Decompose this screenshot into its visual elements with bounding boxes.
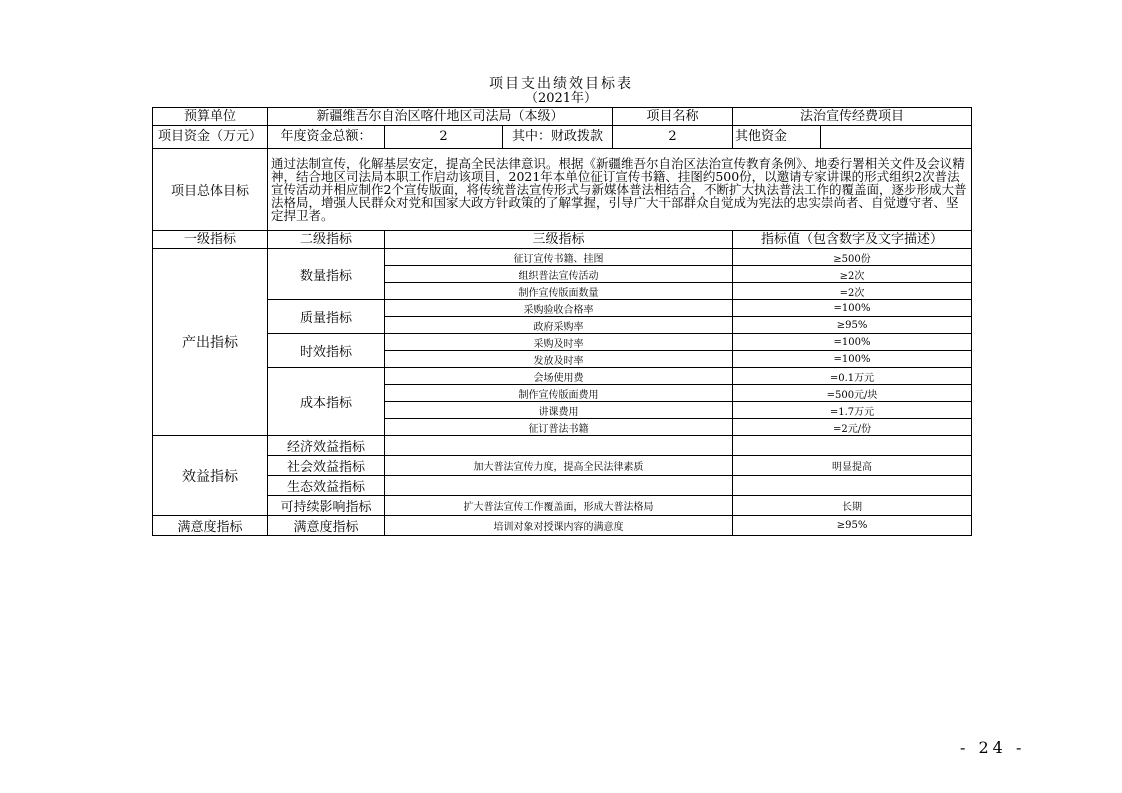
funds-row	[153, 126, 972, 149]
annual-total-label: 年度资金总额：	[268, 126, 385, 149]
table-row	[153, 456, 972, 476]
document-year: （2021年）	[524, 91, 598, 106]
satisfaction-indicator-label: 满意度指标	[153, 516, 268, 536]
table-row	[153, 476, 972, 496]
indicator-value: =2次	[733, 283, 972, 300]
indicator-name: 征订宣传书籍、挂图	[385, 249, 733, 266]
indicator-name	[385, 436, 733, 456]
indicator-name: 讲课费用	[385, 402, 733, 419]
project-name-value: 法治宣传经费项目	[733, 108, 972, 126]
table-row	[153, 436, 972, 456]
table-row	[153, 368, 972, 385]
timeliness-indicator-label: 时效指标	[268, 334, 385, 368]
ecological-benefit-label: 生态效益指标	[268, 476, 385, 496]
goal-row	[153, 149, 972, 231]
header-level1: 一级指标	[153, 231, 268, 249]
header-level3: 三级指标	[385, 231, 733, 249]
indicator-header-row	[153, 231, 972, 249]
other-funds-value	[821, 126, 972, 149]
budget-unit-row	[153, 108, 972, 126]
indicator-name: 制作宣传版面费用	[385, 385, 733, 402]
economic-benefit-label: 经济效益指标	[268, 436, 385, 456]
benefit-indicator-label: 效益指标	[153, 436, 268, 516]
indicator-value: =0.1万元	[733, 368, 972, 385]
indicator-name: 征订普法书籍	[385, 419, 733, 436]
sustainable-impact-label: 可持续影响指标	[268, 496, 385, 516]
indicator-name: 扩大普法宣传工作覆盖面，形成大普法格局	[385, 496, 733, 516]
satisfaction-sub-label: 满意度指标	[268, 516, 385, 536]
table-row	[153, 496, 972, 516]
page-number: - 24 -	[960, 738, 1026, 757]
indicator-name	[385, 476, 733, 496]
table-row	[153, 334, 972, 351]
header-value: 指标值（包含数字及文字描述）	[733, 231, 972, 249]
goal-text: 通过法制宣传，化解基层安定，提高全民法律意识。根据《新疆维吾尔自治区法治宣传教育条例》、地委行署相关文件及会议精神，结合地区司法局本职工作启动该项目，2021年本单位征订宣传书籍、挂图约500份，以邀请专家讲课的形式组织2次普法宣传活动并相应制作2个宣传版面，将传统普法宣传形式与新媒体普法相结合，不断扩大执法普法工作的覆盖面，逐步形成大普法格局，增强人民群众对党和国家大政方针政策的了解掌握，引导广大干部群众自觉成为宪法的忠实崇尚者、自觉遵守者、坚定捍卫者。	[268, 149, 972, 231]
project-name-label: 项目名称	[613, 108, 733, 126]
table-row	[153, 516, 972, 536]
indicator-name: 制作宣传版面数量	[385, 283, 733, 300]
indicator-value: ≥95%	[733, 516, 972, 536]
table-row	[153, 249, 972, 266]
table-row	[153, 300, 972, 317]
indicator-value: ≥95%	[733, 317, 972, 334]
indicator-value: =100%	[733, 334, 972, 351]
fiscal-label: 其中：财政拨款	[503, 126, 613, 149]
indicator-name: 采购及时率	[385, 334, 733, 351]
performance-table	[152, 107, 972, 536]
document-title: 项目支出绩效目标表	[489, 76, 633, 92]
output-indicator-label: 产出指标	[153, 249, 268, 436]
social-benefit-label: 社会效益指标	[268, 456, 385, 476]
indicator-value: 明显提高	[733, 456, 972, 476]
indicator-value: ≥2次	[733, 266, 972, 283]
annual-total-value: 2	[385, 126, 503, 149]
indicator-value: =2元/份	[733, 419, 972, 436]
indicator-value: ≥500份	[733, 249, 972, 266]
indicator-name: 发放及时率	[385, 351, 733, 368]
indicator-name: 加大普法宣传力度，提高全民法律素质	[385, 456, 733, 476]
indicator-value	[733, 476, 972, 496]
indicator-value	[733, 436, 972, 456]
indicator-name: 会场使用费	[385, 368, 733, 385]
indicator-name: 采购验收合格率	[385, 300, 733, 317]
indicator-value: =100%	[733, 351, 972, 368]
budget-unit-label: 预算单位	[153, 108, 268, 126]
other-funds-label: 其他资金	[733, 126, 821, 149]
indicator-name: 培训对象对授课内容的满意度	[385, 516, 733, 536]
indicator-value: =500元/块	[733, 385, 972, 402]
indicator-name: 组织普法宣传活动	[385, 266, 733, 283]
indicator-value: =1.7万元	[733, 402, 972, 419]
cost-indicator-label: 成本指标	[268, 368, 385, 436]
budget-unit-value: 新疆维吾尔自治区喀什地区司法局（本级）	[268, 108, 613, 126]
funds-label: 项目资金（万元）	[153, 126, 268, 149]
quality-indicator-label: 质量指标	[268, 300, 385, 334]
fiscal-value: 2	[613, 126, 733, 149]
quantity-indicator-label: 数量指标	[268, 249, 385, 300]
indicator-name: 政府采购率	[385, 317, 733, 334]
header-level2: 二级指标	[268, 231, 385, 249]
goal-label: 项目总体目标	[153, 149, 268, 231]
indicator-value: =100%	[733, 300, 972, 317]
indicator-value: 长期	[733, 496, 972, 516]
